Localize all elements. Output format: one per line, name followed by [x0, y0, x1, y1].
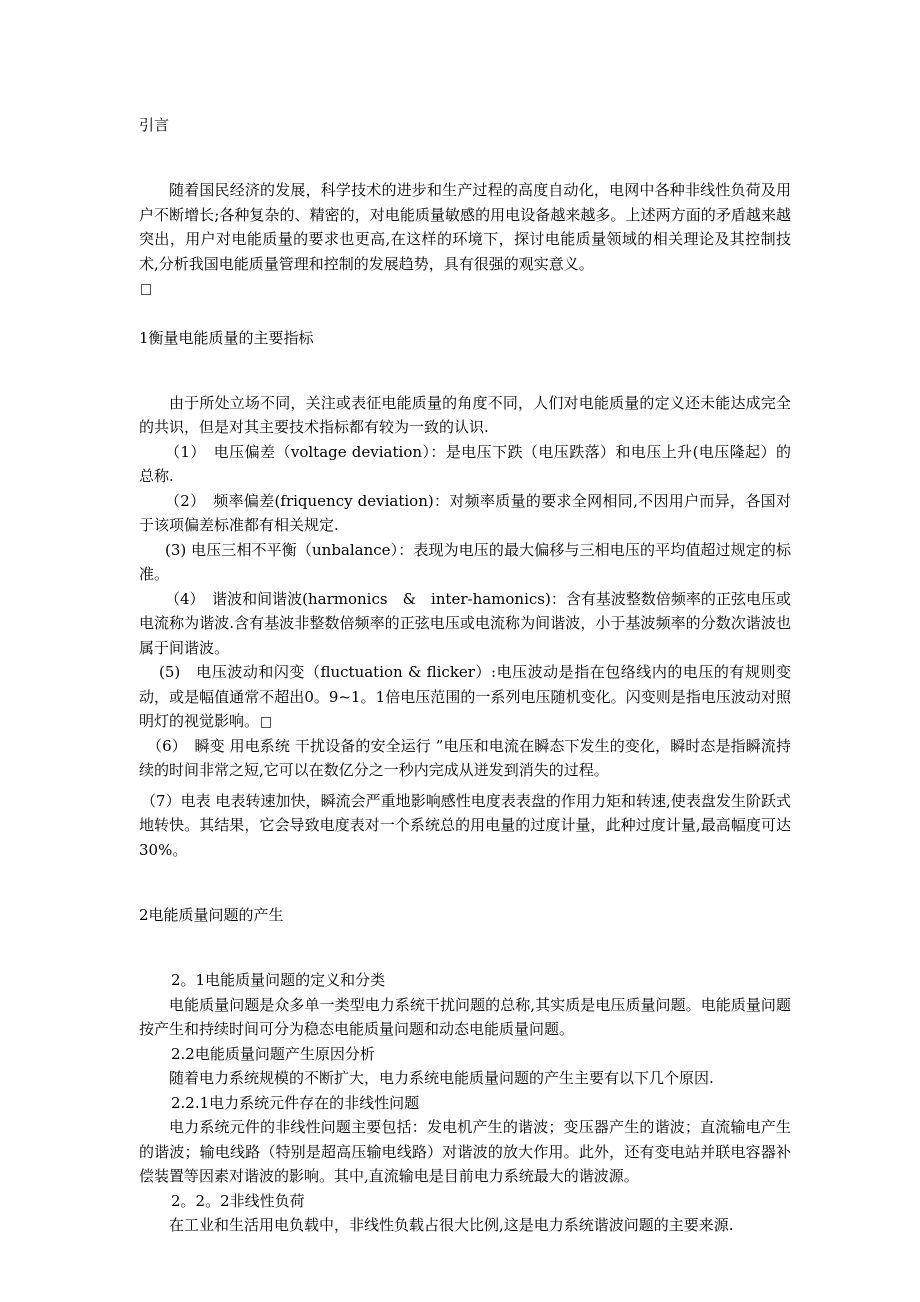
section1-paragraph: 由于所处立场不同，关注或表征电能质量的角度不同，人们对电能质量的定义还未能达成完全的共识，但是对其主要技术指标都有较为一致的认识.	[139, 393, 791, 436]
intro-heading: 引言	[139, 116, 170, 134]
list-item-5-text: (5) 电压波动和闪变（fluctuation & flicker）:电压波动是指在包络线内的电压的有规则变动，或是幅值通常不超出0。9~1。1倍电压范围的一系列电压随机变化。闪变则是指电压波动对照明灯的视觉影响。	[139, 663, 791, 730]
intro-paragraph	[139, 178, 791, 276]
section1-heading: 1衡量电能质量的主要指标	[139, 328, 314, 347]
subsection-2-2-2-paragraph: 在工业和生活用电负载中，非线性负载占很大比例,这是电力系统谐波问题的主要来源.	[169, 1216, 734, 1234]
subsection-2-2-1-title: 2.2.1电力系统元件存在的非线性问题	[171, 1093, 420, 1112]
subsection-2-2-title: 2.2电能质量问题产生原因分析	[171, 1044, 375, 1063]
list-item-5	[139, 660, 791, 734]
list-item-7: （7）电表 电表转速加快，瞬流会严重地影响感性电度表表盘的作用力矩和转速,使表盘发生阶跃式地转快。其结果，它会导致电度表对一个系统总的用电量的过度计量，此种过度计量,最高幅度可达30%。	[139, 791, 791, 859]
list-item-6: （6） 瞬变 用电系统 干扰设备的安全运行 ”电压和电流在瞬态下发生的变化，瞬时态是指瞬流持续的时间非常之短,它可以在数亿分之一秒内完成从迸发到消失的过程。	[139, 736, 791, 779]
placeholder-box-line	[139, 276, 791, 301]
subsection-2-2-1-paragraph: 电力系统元件的非线性问题主要包括：发电机产生的谐波；变压器产生的谐波；直流输电产生的谐波；输电线路（特别是超高压输电线路）对谐波的放大作用。此外，还有变电站并联电容器补偿装置等因素对谐波的影响。其中,直流输电是目前电力系统最大的谐波源。	[139, 1118, 791, 1185]
list-item-2: （2） 频率偏差(friquency deviation)：对频率质量的要求全网相同,不因用户而异，各国对于该项偏差标准都有相关规定.	[139, 491, 791, 534]
section2-heading: 2电能质量问题的产生	[139, 906, 284, 924]
list-item-1: （1） 电压偏差（voltage deviation）：是电压下跌（电压跌落）和电压上升(电压隆起）的总称.	[139, 442, 791, 485]
subsection-2-1-title: 2。1电能质量问题的定义和分类	[171, 971, 386, 989]
list-item-3: (3) 电压三相不平衡（unbalance）：表现为电压的最大偏移与三相电压的平均值超过规定的标准。	[139, 540, 791, 583]
list-item-4: （4） 谐波和间谐波(harmonics & inter-hamonics)：含有基波整数倍频率的正弦电压或电流称为谐波.含有基波非整数倍频率的正弦电压或电流称为间谐波，小于基波频率的分数次谐波也属于间谐波。	[139, 589, 791, 657]
subsection-2-2-paragraph: 随着电力系统规模的不断扩大，电力系统电能质量问题的产生主要有以下几个原因.	[169, 1069, 714, 1087]
subsection-2-2-2-title: 2。2。2非线性负荷	[171, 1191, 305, 1210]
document-page	[139, 112, 791, 1238]
missing-glyph-box-icon	[141, 284, 151, 295]
subsection-2-1-paragraph: 电能质量问题是众多单一类型电力系统干扰问题的总称,其实质是电压质量问题。电能质量问题按产生和持续时间可分为稳态电能质量问题和动态电能质量问题。	[139, 995, 791, 1038]
intro-paragraph-text: 随着国民经济的发展，科学技术的进步和生产过程的高度自动化，电网中各种非线性负荷及用户不断增长;各种复杂的、精密的，对电能质量敏感的用电设备越来越多。上述两方面的矛盾越来越突出，用户对电能质量的要求也更高,在这样的环境下，探讨电能质量领域的相关理论及其控制技术,分析我国电能质量管理和控制的发展趋势，具有很强的观实意义。	[139, 181, 791, 273]
missing-glyph-box-icon	[261, 717, 271, 728]
